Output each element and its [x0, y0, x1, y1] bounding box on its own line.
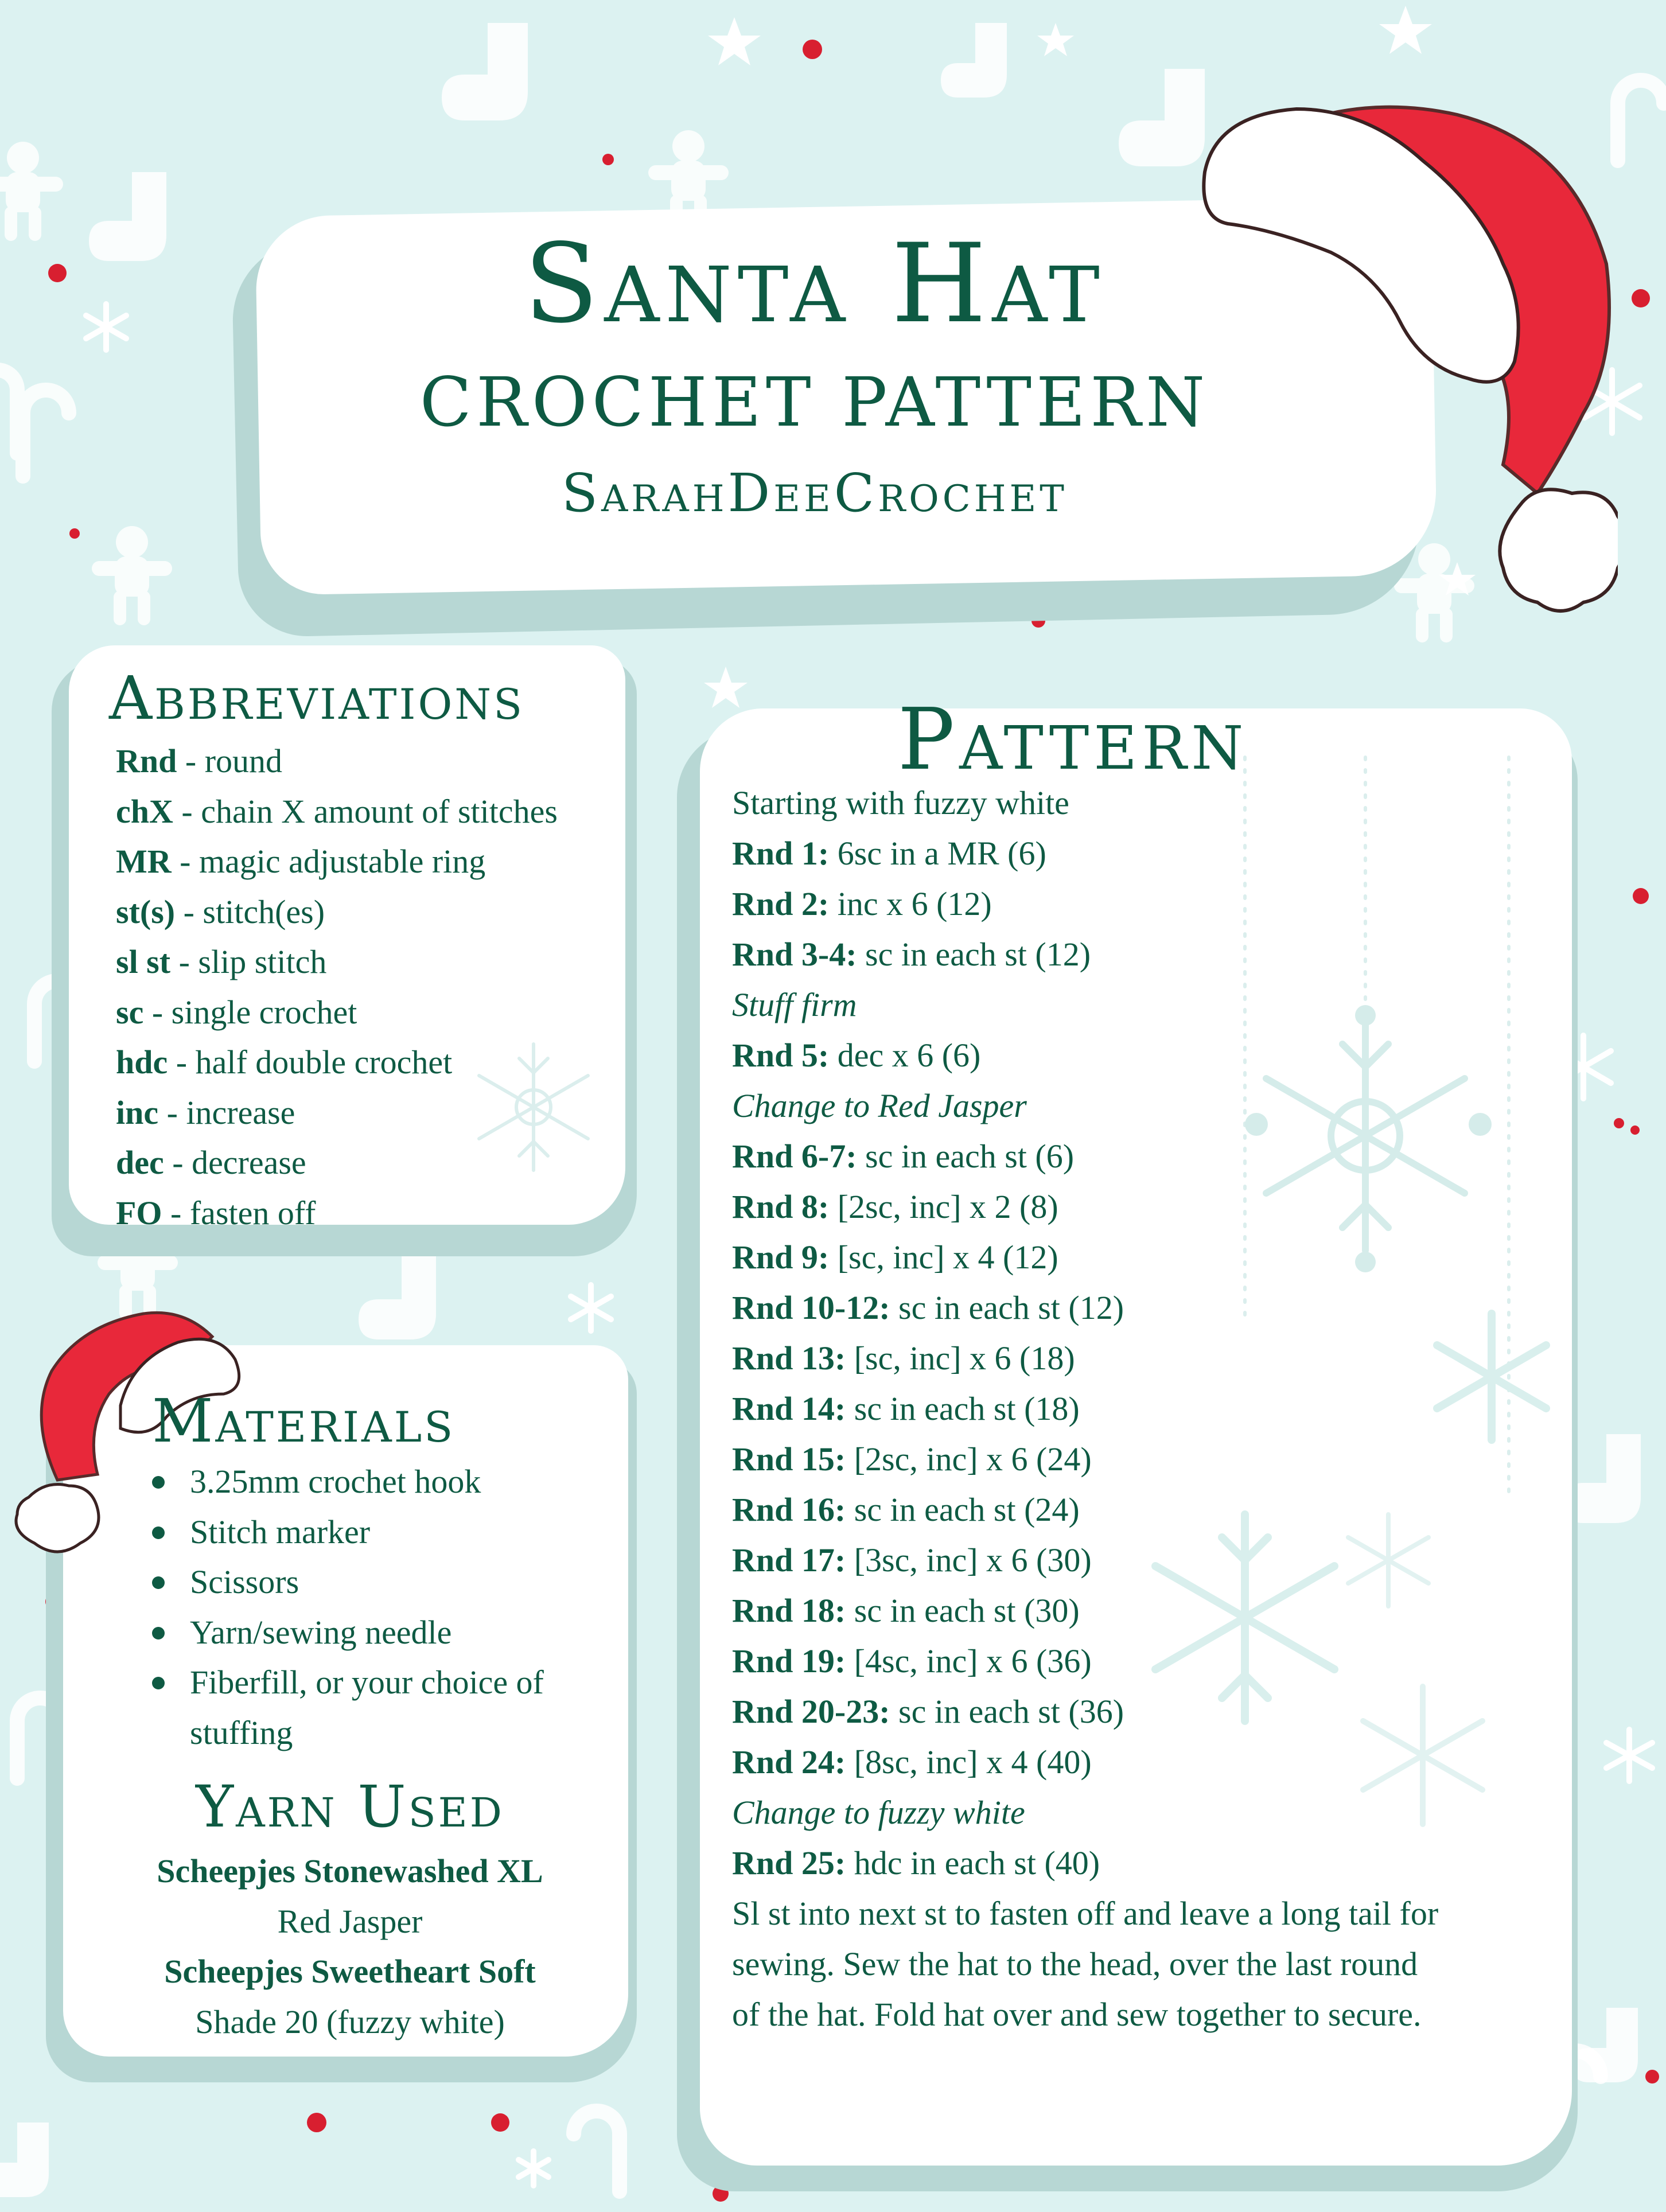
round-label: Rnd 14:	[732, 1390, 846, 1427]
abbreviation-term: Rnd	[116, 742, 177, 780]
round-label: Rnd 18:	[732, 1592, 846, 1629]
pattern-note	[732, 1081, 1558, 1131]
round-text: [sc, inc] x 4 (12)	[829, 1239, 1058, 1276]
material-text: Fiberfill, or your choice of stuffing	[190, 1664, 544, 1751]
abbreviation-term: MR	[116, 843, 172, 880]
round-label: Rnd 13:	[732, 1339, 846, 1377]
round-label: Rnd 17:	[732, 1541, 846, 1579]
round-text: [2sc, inc] x 6 (24)	[846, 1440, 1092, 1478]
bullet-icon	[152, 1476, 165, 1489]
bullet-icon	[152, 1576, 165, 1589]
round-text: [sc, inc] x 6 (18)	[846, 1339, 1075, 1377]
yarn-color-1: Red Jasper	[277, 1902, 423, 1940]
round-text: sc in each st (36)	[890, 1693, 1124, 1730]
material-text: 3.25mm crochet hook	[190, 1463, 481, 1500]
pattern-round	[732, 1535, 1558, 1586]
material-item	[152, 1607, 622, 1658]
abbreviation-term: hdc	[116, 1043, 168, 1081]
round-text: [4sc, inc] x 6 (36)	[846, 1642, 1092, 1680]
round-label: Rnd 2:	[732, 885, 830, 922]
pattern-round	[732, 1232, 1558, 1283]
round-label: Rnd 20-23:	[732, 1693, 890, 1730]
abbreviation-item	[116, 786, 558, 837]
round-text: sc in each st (30)	[846, 1592, 1080, 1629]
bullet-icon	[152, 1627, 165, 1639]
round-text: of the hat. Fold hat over and sew together to secure.	[732, 1996, 1422, 2033]
abbreviation-term: st(s)	[116, 893, 176, 930]
abbreviation-term: chX	[116, 792, 173, 830]
round-text: sc in each st (12)	[857, 936, 1091, 973]
round-text: sc in each st (12)	[890, 1289, 1124, 1326]
page-subtitle: CROCHET PATTERN	[419, 363, 1210, 442]
round-text: sewing. Sew the hat to the head, over the last round	[732, 1945, 1418, 1983]
pattern-round	[732, 1737, 1558, 1787]
round-text: sc in each st (18)	[846, 1390, 1080, 1427]
abbreviations-heading: Abbreviations	[109, 663, 525, 733]
yarn-color-2: Shade 20 (fuzzy white)	[195, 2003, 505, 2040]
round-text: [3sc, inc] x 6 (30)	[846, 1541, 1092, 1579]
abbreviation-definition: - round	[177, 742, 283, 780]
round-label: Rnd 10-12:	[732, 1289, 890, 1326]
pattern-instructions	[732, 778, 1558, 2040]
pattern-note	[732, 1787, 1558, 1838]
pattern-round	[732, 1131, 1558, 1182]
pattern-round	[732, 1182, 1558, 1232]
material-item	[152, 1657, 622, 1758]
pattern-round	[732, 879, 1558, 929]
abbreviation-definition: - single crochet	[143, 993, 357, 1031]
abbreviation-term: sc	[116, 993, 144, 1031]
round-label: Rnd 1:	[732, 835, 830, 872]
yarn-heading: Yarn Used	[196, 1773, 504, 1840]
author-name: SarahDeeCrochet	[562, 462, 1068, 524]
round-text: Change to Red Jasper	[732, 1087, 1027, 1124]
pattern-note	[732, 778, 1558, 828]
abbreviation-definition: - magic adjustable ring	[171, 843, 486, 880]
material-item	[152, 1457, 622, 1507]
material-text: Stitch marker	[190, 1513, 371, 1551]
abbreviations-section	[109, 663, 558, 1238]
pattern-round	[732, 828, 1558, 879]
round-text: inc x 6 (12)	[829, 885, 992, 922]
round-label: Rnd 6-7:	[732, 1138, 857, 1175]
round-label: Rnd 3-4:	[732, 936, 857, 973]
abbreviation-item	[116, 887, 558, 937]
round-text: 6sc in a MR (6)	[829, 835, 1046, 872]
abbreviation-item	[116, 836, 558, 887]
round-text: sc in each st (24)	[846, 1491, 1080, 1528]
abbreviation-term: FO	[116, 1194, 162, 1232]
pattern-note	[732, 980, 1558, 1030]
round-text: [2sc, inc] x 2 (8)	[829, 1188, 1058, 1225]
abbreviation-definition: - decrease	[164, 1144, 306, 1181]
santa-hat-icon	[1182, 92, 1618, 620]
bullet-icon	[152, 1526, 165, 1539]
abbreviation-definition: - fasten off	[162, 1194, 316, 1232]
pattern-round	[732, 1636, 1558, 1687]
round-text: Stuff firm	[732, 986, 857, 1023]
pattern-note	[732, 1989, 1558, 2040]
materials-list	[152, 1457, 622, 1758]
material-text: Scissors	[190, 1563, 299, 1600]
round-label: Rnd 24:	[732, 1743, 846, 1781]
round-label: Rnd 16:	[732, 1491, 846, 1528]
round-text: dec x 6 (6)	[829, 1037, 981, 1074]
abbreviation-item	[116, 987, 558, 1038]
round-text: Starting with fuzzy white	[732, 784, 1069, 821]
pattern-round	[732, 1586, 1558, 1636]
abbreviation-definition: - slip stitch	[170, 943, 327, 980]
abbreviation-item	[116, 1138, 558, 1188]
pattern-round	[732, 1283, 1558, 1333]
bullet-icon	[152, 1677, 165, 1689]
abbreviation-item	[116, 736, 558, 786]
page-title: Santa Hat	[524, 220, 1106, 347]
round-text: hdc in each st (40)	[846, 1844, 1100, 1882]
round-text: Change to fuzzy white	[732, 1794, 1025, 1831]
abbreviation-definition: - stitch(es)	[175, 893, 325, 930]
round-label: Rnd 9:	[732, 1239, 830, 1276]
pattern-round	[732, 929, 1558, 980]
pattern-round	[732, 1030, 1558, 1081]
pattern-round	[732, 1485, 1558, 1535]
pattern-note	[732, 1939, 1558, 1989]
abbreviation-definition: - half double crochet	[168, 1043, 453, 1081]
material-item	[152, 1557, 622, 1607]
round-text: Sl st into next st to fasten off and leave a long tail for	[732, 1895, 1439, 1932]
material-item	[152, 1507, 622, 1557]
material-text: Yarn/sewing needle	[190, 1613, 452, 1651]
pattern-round	[732, 1838, 1558, 1888]
abbreviation-item	[116, 1037, 558, 1088]
pattern-round	[732, 1384, 1558, 1434]
abbreviation-term: dec	[116, 1144, 164, 1181]
round-label: Rnd 25:	[732, 1844, 846, 1882]
pattern-note	[732, 1888, 1558, 1939]
abbreviation-item	[116, 1088, 558, 1138]
pattern-round	[732, 1333, 1558, 1384]
abbreviation-term: inc	[116, 1093, 159, 1131]
abbreviations-list	[109, 736, 558, 1238]
abbreviation-item	[116, 1188, 558, 1239]
round-label: Rnd 8:	[732, 1188, 830, 1225]
round-label: Rnd 5:	[732, 1037, 830, 1074]
abbreviation-term: sl st	[116, 943, 171, 980]
pattern-heading: Pattern	[897, 690, 1248, 789]
abbreviation-definition: - increase	[158, 1093, 295, 1131]
round-text: [8sc, inc] x 4 (40)	[846, 1743, 1092, 1781]
yarn-brand-1: Scheepjes Stonewashed XL	[157, 1852, 543, 1890]
yarn-brand-2: Scheepjes Sweetheart Soft	[164, 1953, 536, 1990]
abbreviation-definition: - chain X amount of stitches	[173, 792, 558, 830]
round-label: Rnd 19:	[732, 1642, 846, 1680]
abbreviation-item	[116, 937, 558, 987]
pattern-round	[732, 1434, 1558, 1485]
round-text: sc in each st (6)	[857, 1138, 1075, 1175]
yarn-section	[98, 1773, 602, 2047]
round-label: Rnd 15:	[732, 1440, 846, 1478]
materials-heading: Materials	[152, 1386, 456, 1456]
pattern-round	[732, 1687, 1558, 1737]
materials-section	[152, 1386, 622, 1758]
